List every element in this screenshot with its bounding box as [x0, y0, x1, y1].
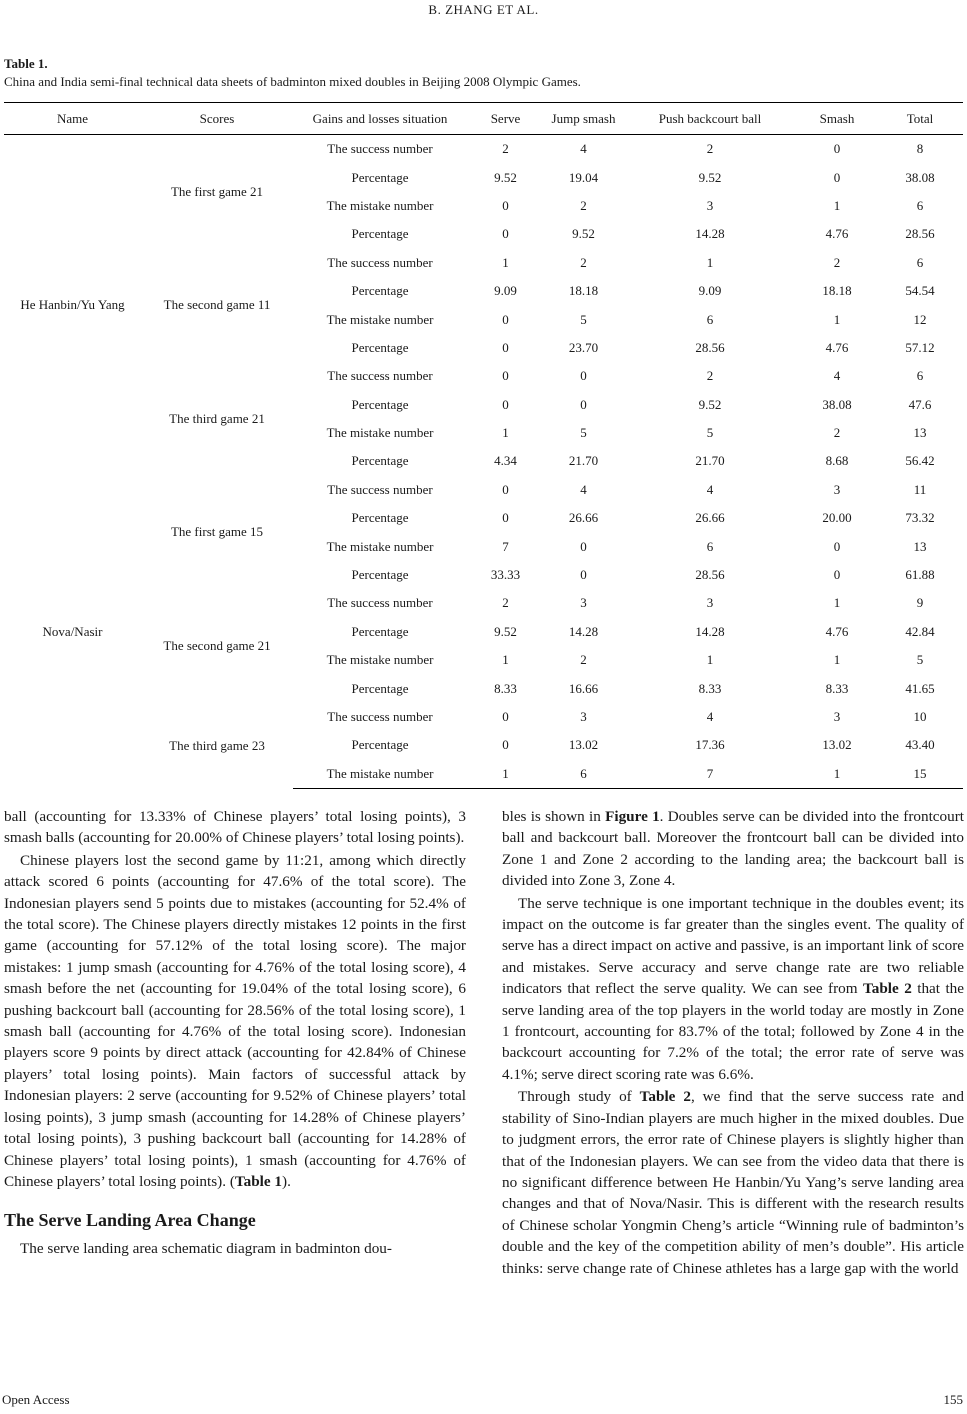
- column-header: Push backcourt ball: [623, 103, 797, 135]
- situation-cell: The success number: [327, 254, 433, 270]
- value-cell: 2: [502, 595, 509, 611]
- value-cell: 2: [580, 652, 587, 668]
- value-cell: 47.6: [908, 396, 932, 412]
- situation-cell: Percentage: [351, 396, 409, 412]
- table-caption: China and India semi-final technical data sheets of badminton mixed doubles in Beijing 2008 Olympic Games.: [4, 74, 581, 89]
- column-header: Gains and losses situation: [293, 103, 467, 135]
- game-score-cell: The first game 15: [170, 524, 264, 540]
- value-cell: 0: [580, 538, 587, 554]
- value-cell: 15: [877, 760, 963, 789]
- value-cell: 2: [833, 425, 841, 441]
- value-cell: 4: [580, 141, 587, 157]
- situation-cell: The success number: [327, 141, 433, 157]
- value-cell: 14.28: [695, 623, 725, 639]
- value-cell: 7: [502, 538, 509, 554]
- value-cell: 0: [502, 339, 509, 355]
- paragraph-text: The serve technique is one important technique in the doubles event; its impact on the outcome is far greater than the singles event. The quality of serve has a direct impact on active and passive, is an important link of score and mistakes. Serve accuracy and serve change rate are two reliable indicators that reflect the serve quality. We can see from: [502, 894, 964, 998]
- value-cell: 3: [833, 709, 841, 724]
- table-header-row: [4, 103, 963, 135]
- value-cell: 38.08: [905, 169, 935, 185]
- value-cell: 10: [913, 709, 927, 724]
- table-body: [4, 135, 963, 789]
- value-cell: 0: [502, 311, 509, 327]
- value-cell: 0: [502, 481, 509, 497]
- right-column: [502, 806, 964, 1279]
- value-cell: 9.52: [572, 226, 595, 242]
- table-reference[interactable]: Table 1: [234, 1172, 283, 1190]
- value-cell: 14.28: [568, 623, 599, 639]
- value-cell: 0: [580, 396, 587, 412]
- paragraph: The serve landing area schematic diagram in badminton dou-: [20, 1239, 392, 1257]
- value-cell: 56.42: [905, 453, 935, 469]
- table-reference[interactable]: Table 2: [639, 1088, 691, 1106]
- value-cell: 0: [833, 538, 841, 554]
- value-cell: 5: [916, 652, 924, 668]
- value-cell: 0: [502, 396, 509, 412]
- value-cell: 1: [467, 760, 544, 789]
- value-cell: 9.09: [698, 283, 722, 299]
- value-cell: 16.66: [568, 680, 599, 696]
- value-cell: 9.09: [494, 283, 517, 299]
- value-cell: 6: [544, 760, 623, 789]
- value-cell: 11: [913, 481, 927, 497]
- table-ref-open: (: [229, 1172, 235, 1190]
- value-cell: 3: [706, 595, 714, 611]
- value-cell: 20.00: [822, 510, 852, 526]
- value-cell: 1: [797, 760, 877, 789]
- situation-cell: Percentage: [351, 283, 409, 299]
- situation-cell: The mistake number: [326, 425, 434, 441]
- value-cell: 1: [502, 652, 509, 668]
- value-cell: 9.52: [698, 396, 722, 412]
- paragraph: [502, 1086, 964, 1279]
- column-header: Jump smash: [544, 103, 623, 135]
- value-cell: 21.70: [695, 453, 725, 469]
- value-cell: 9.52: [494, 169, 517, 185]
- value-cell: 17.36: [695, 737, 725, 753]
- data-table: [4, 102, 963, 789]
- situation-cell: Percentage: [351, 453, 409, 469]
- value-cell: 4.76: [825, 623, 849, 639]
- value-cell: 2: [580, 254, 587, 270]
- situation-cell: Percentage: [351, 680, 409, 696]
- value-cell: 41.65: [905, 680, 935, 696]
- value-cell: 2: [833, 254, 841, 270]
- value-cell: 4.76: [825, 339, 849, 355]
- situation-cell: The mistake number: [326, 197, 434, 213]
- value-cell: 8.33: [494, 680, 517, 696]
- value-cell: 73.32: [905, 510, 935, 526]
- value-cell: 19.04: [568, 169, 599, 185]
- value-cell: 13.02: [568, 737, 599, 753]
- value-cell: 0: [502, 737, 509, 753]
- value-cell: 43.40: [905, 737, 935, 753]
- value-cell: 28.56: [695, 567, 725, 583]
- situation-cell: Percentage: [351, 567, 409, 583]
- value-cell: 7: [623, 760, 797, 789]
- value-cell: 9.52: [698, 169, 722, 185]
- value-cell: 4.76: [825, 226, 849, 242]
- value-cell: 57.12: [905, 339, 935, 355]
- column-header: Serve: [467, 103, 544, 135]
- paragraph: [4, 850, 466, 1193]
- paragraph: ball (accounting for 13.33% of Chinese players’ total losing points), 3 smash balls (accounting for 20.00% of Chinese players’ total losing points).: [4, 808, 466, 847]
- situation-cell: The mistake number: [326, 538, 434, 554]
- value-cell: 0: [502, 226, 509, 242]
- value-cell: 8: [916, 141, 924, 157]
- value-cell: 2: [580, 197, 587, 213]
- value-cell: 5: [580, 311, 587, 327]
- situation-cell: Percentage: [351, 510, 409, 526]
- paragraph-text: that the serve landing area of the top players in the world today are mostly in Zone 1 frontcourt, accounting for 83.7% of the total; followed by Zone 4 in the backcourt accounting for 7.2% of the total; the error rate of serve was 4.1%; serve direct scoring rate was 6.6%.: [502, 980, 965, 1083]
- value-cell: 6: [706, 538, 714, 554]
- situation-cell: Percentage: [351, 339, 409, 355]
- value-cell: 13.02: [822, 737, 852, 753]
- value-cell: 1: [502, 254, 509, 270]
- value-cell: 26.66: [568, 510, 599, 526]
- table-row: [4, 362, 963, 390]
- section-heading: The Serve Landing Area Change: [4, 1210, 256, 1231]
- value-cell: 1: [833, 652, 841, 668]
- value-cell: 4: [706, 481, 714, 497]
- value-cell: 6: [916, 368, 924, 384]
- situation-cell: The success number: [327, 481, 433, 497]
- paragraph-text: Chinese players lost the second game by 11:21, among which directly attack scored 6 points (accounting for 47.6% of the total score). The Indonesian players send 5 points due to mistakes (accounting for 52.4% of the total score). The Chinese players directly mistakes 12 points in the first game (accounting for 57.12% of the total losing score). The major mistakes: 1 jump smash (accounting for 4.76% of the total losing score), 4 smash before the net (accounting for 19.04% of the total losing score), 6 pushing backcourt ball (accounting for 28.56% of the total losing score), 1 smash ball (accounting for 4.76% of the total losing score). Indonesian players score 9 points by direct attack (accounting for 42.84% of Chinese players’ total losing points). Main factors of successful attack by Indonesian players: 2 serve (accounting for 9.52% of Chinese players’ total losing points), 3 jump smash (accounting for 14.28% of Chinese players’ total losing points), 3 pushing backcourt ball (accounting for 14.28% of Chinese players’ total losing points), 1 smash (accounting for 4.76% of Chinese players’ total losing points).: [4, 851, 466, 1190]
- value-cell: 38.08: [822, 396, 852, 412]
- value-cell: 8.33: [825, 680, 849, 696]
- value-cell: 33.33: [490, 567, 521, 583]
- value-cell: 9: [916, 595, 924, 611]
- value-cell: 13: [913, 425, 927, 441]
- value-cell: 5: [580, 425, 587, 441]
- paragraph: [502, 806, 964, 892]
- value-cell: 8.33: [698, 680, 722, 696]
- value-cell: 2: [706, 368, 714, 384]
- value-cell: 3: [833, 481, 841, 497]
- value-cell: 18.18: [822, 283, 852, 299]
- value-cell: 54.54: [905, 283, 935, 299]
- game-score-cell: The second game 11: [163, 297, 271, 313]
- value-cell: 1: [833, 197, 841, 213]
- figure-reference[interactable]: Figure 1: [605, 808, 660, 825]
- value-cell: 6: [706, 311, 714, 327]
- value-cell: 26.66: [695, 510, 725, 526]
- value-cell: 1: [706, 652, 714, 668]
- value-cell: 0: [580, 368, 587, 384]
- value-cell: 4: [706, 709, 714, 724]
- value-cell: 12: [913, 311, 927, 327]
- value-cell: 3: [580, 595, 587, 611]
- situation-cell: The mistake number: [326, 652, 434, 668]
- value-cell: 1: [706, 254, 714, 270]
- paragraph-text: , we find that the serve success rate and stability of Sino-Indian players are much higher in the mixed doubles. Due to judgment errors, the error rate of Chinese players is slightly higher than that of the Indonesian players. We can see from the video data that there is no significant difference between He Hanbin/Yu Yang’s serve landing area changes and that of Nova/Nasir. This is different with the research results of Chinese scholar Yongmin Cheng’s article “Winning rule of badminton’s double and the key of the competition ability of men’s double”. His article thinks: serve change rate of Chinese athletes has a large gap with the world: [502, 1088, 964, 1277]
- table-row: [4, 249, 963, 277]
- situation-cell: Percentage: [351, 169, 409, 185]
- value-cell: 9.52: [494, 623, 517, 639]
- value-cell: 18.18: [568, 283, 599, 299]
- table-ref-close: ).: [282, 1172, 291, 1190]
- value-cell: 0: [833, 141, 841, 157]
- situation-cell: Percentage: [351, 623, 409, 639]
- situation-cell: Percentage: [351, 226, 409, 242]
- situation-cell: Percentage: [351, 737, 409, 753]
- value-cell: 0: [502, 197, 509, 213]
- game-score-cell: The first game 21: [170, 183, 264, 199]
- value-cell: 6: [916, 197, 924, 213]
- value-cell: 23.70: [568, 339, 599, 355]
- table-row: [4, 589, 963, 617]
- value-cell: 0: [833, 567, 841, 583]
- value-cell: 14.28: [695, 226, 725, 242]
- column-header: Scores: [141, 103, 293, 135]
- value-cell: 28.56: [905, 226, 935, 242]
- value-cell: 2: [502, 141, 509, 157]
- situation-cell: The success number: [327, 595, 433, 611]
- value-cell: 1: [833, 311, 841, 327]
- game-score-cell: The second game 21: [163, 638, 271, 654]
- situation-cell: The success number: [327, 368, 433, 384]
- value-cell: 0: [502, 368, 509, 384]
- value-cell: 1: [833, 595, 841, 611]
- value-cell: 3: [580, 709, 587, 724]
- table-row: [4, 476, 963, 504]
- situation-cell: The mistake number: [293, 760, 467, 789]
- team-name-cell: Nova/Nasir: [42, 624, 103, 640]
- value-cell: 8.68: [825, 453, 849, 469]
- running-head: B. ZHANG ET AL.: [428, 2, 539, 17]
- paragraph-text: . Doubles serve can be divided into the frontcourt ball and backcourt ball. Moreover the frontcourt ball can be divided into Zone 1 and Zone 2 according to the landing area; the backcourt ball is divided into Zone 3, Zone 4.: [502, 808, 964, 890]
- value-cell: 0: [502, 510, 509, 526]
- paragraph-text: bles is shown in: [502, 808, 606, 825]
- value-cell: 0: [502, 709, 509, 724]
- value-cell: 5: [706, 425, 714, 441]
- value-cell: 42.84: [905, 623, 935, 639]
- game-score-cell: The third game 23: [169, 737, 265, 753]
- left-column: [4, 806, 466, 1259]
- situation-cell: The success number: [327, 709, 433, 724]
- value-cell: 1: [502, 425, 509, 441]
- value-cell: 28.56: [695, 339, 725, 355]
- paragraph-text: Through study of: [518, 1088, 640, 1106]
- column-header: Name: [4, 103, 141, 135]
- value-cell: 3: [706, 197, 714, 213]
- table-label: Table 1.: [4, 56, 48, 71]
- page-number: 155: [943, 1392, 963, 1407]
- value-cell: 61.88: [905, 567, 935, 583]
- footer-journal: Open Access: [2, 1392, 70, 1407]
- value-cell: 4: [580, 481, 587, 497]
- table-reference[interactable]: Table 2: [863, 980, 912, 998]
- value-cell: 21.70: [568, 453, 599, 469]
- value-cell: 0: [580, 567, 587, 583]
- value-cell: 4: [833, 368, 841, 384]
- value-cell: 0: [833, 169, 841, 185]
- situation-cell: The mistake number: [326, 311, 434, 327]
- value-cell: 4.34: [494, 453, 517, 469]
- paragraph: [502, 893, 964, 1086]
- value-cell: 13: [913, 538, 927, 554]
- table-row: [4, 135, 963, 164]
- column-header: Total: [877, 103, 963, 135]
- table-row: [4, 703, 963, 731]
- team-name-cell: He Hanbin/Yu Yang: [20, 297, 125, 313]
- column-header: Smash: [797, 103, 877, 135]
- game-score-cell: The third game 21: [169, 410, 265, 426]
- value-cell: 6: [916, 254, 924, 270]
- value-cell: 2: [706, 141, 714, 157]
